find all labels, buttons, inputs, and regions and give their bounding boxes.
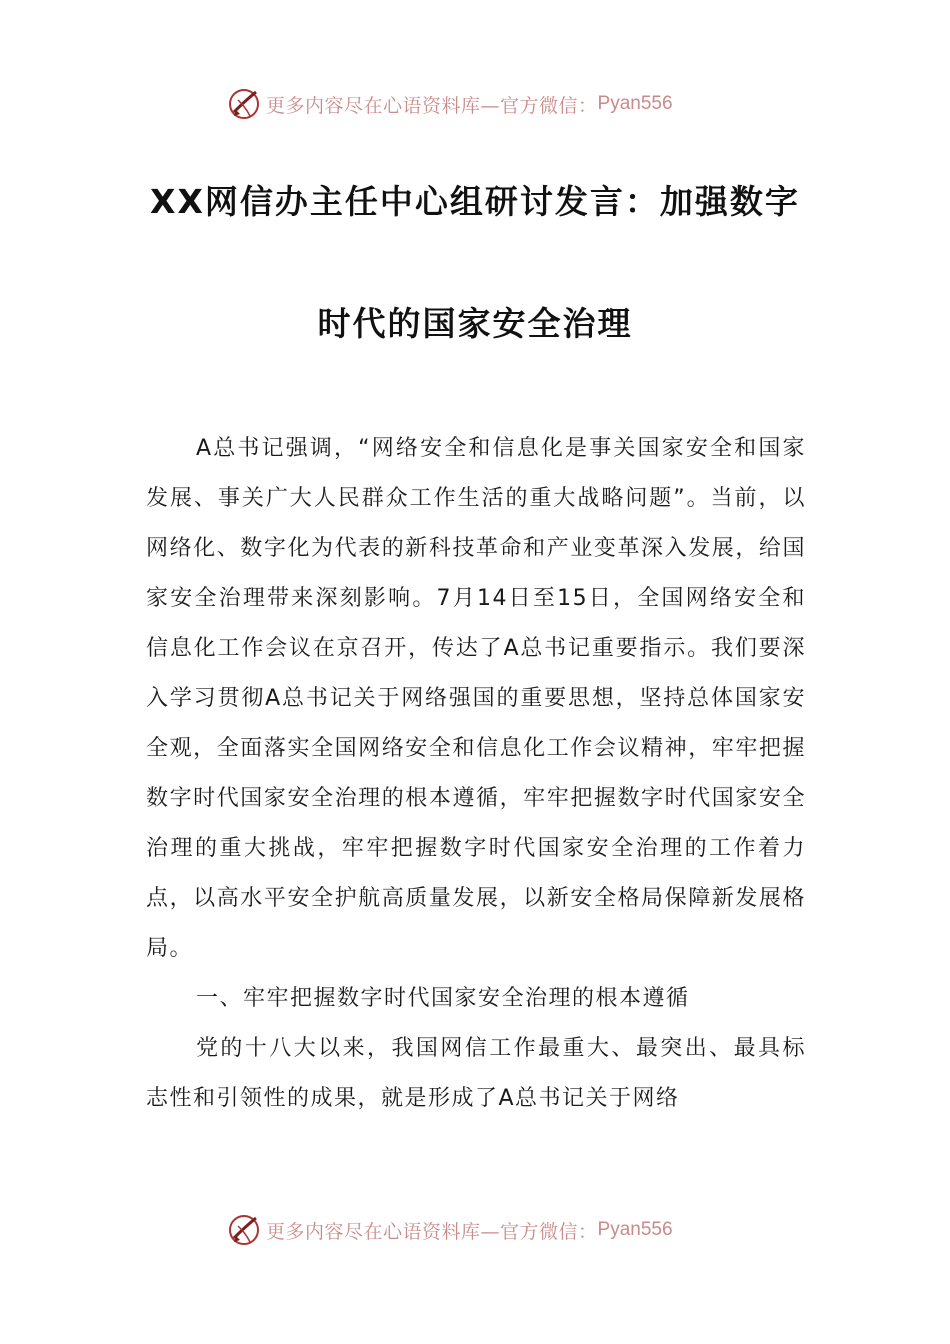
section-heading-1: 一、牢牢把握数字时代国家安全治理的根本遵循 bbox=[196, 986, 690, 1011]
pen-logo-icon bbox=[226, 86, 262, 122]
watermark-wechat-id: Pyan556 bbox=[597, 93, 673, 114]
watermark-text: 更多内容尽在心语资料库—官方微信： bbox=[266, 1220, 598, 1243]
footer-watermark bbox=[226, 1210, 673, 1250]
watermark-wechat-id: Pyan556 bbox=[597, 1219, 673, 1240]
paragraph-intro: A总书记强调，“网络安全和信息化是事关国家安全和国家发展、事关广大人民群众工作生活的重大战略问题”。当前，以网络化、数字化为代表的新科技革命和产业变革深入发展，给国家安全治理带来深刻影响。7月14日至15日，全国网络安全和信息化工作会议在京召开，传达了A总书记重要指示。我们要深入学习贯彻A总书记关于网络强国的重要思想，坚持总体国家安全观，全面落实全国网络安全和信息化工作会议精神，牢牢把握数字时代国家安全治理的根本遵循，牢牢把握数字时代国家安全治理的重大挑战，牢牢把握数字时代国家安全治理的工作着力点，以高水平安全护航高质量发展，以新安全格局保障新发展格局。 bbox=[146, 436, 806, 961]
paragraph-section-1: 党的十八大以来，我国网信工作最重大、最突出、最具标志性和引领性的成果，就是形成了A总书记关于网络 bbox=[146, 1036, 806, 1111]
header-watermark bbox=[226, 84, 673, 124]
document-title-line-2: 时代的国家安全治理 bbox=[317, 304, 633, 343]
watermark-text: 更多内容尽在心语资料库—官方微信： bbox=[266, 94, 598, 117]
pen-logo-icon bbox=[226, 1212, 262, 1248]
document-body bbox=[146, 424, 806, 1124]
document-title-line-1: XX网信办主任中心组研讨发言：加强数字 bbox=[150, 182, 800, 221]
